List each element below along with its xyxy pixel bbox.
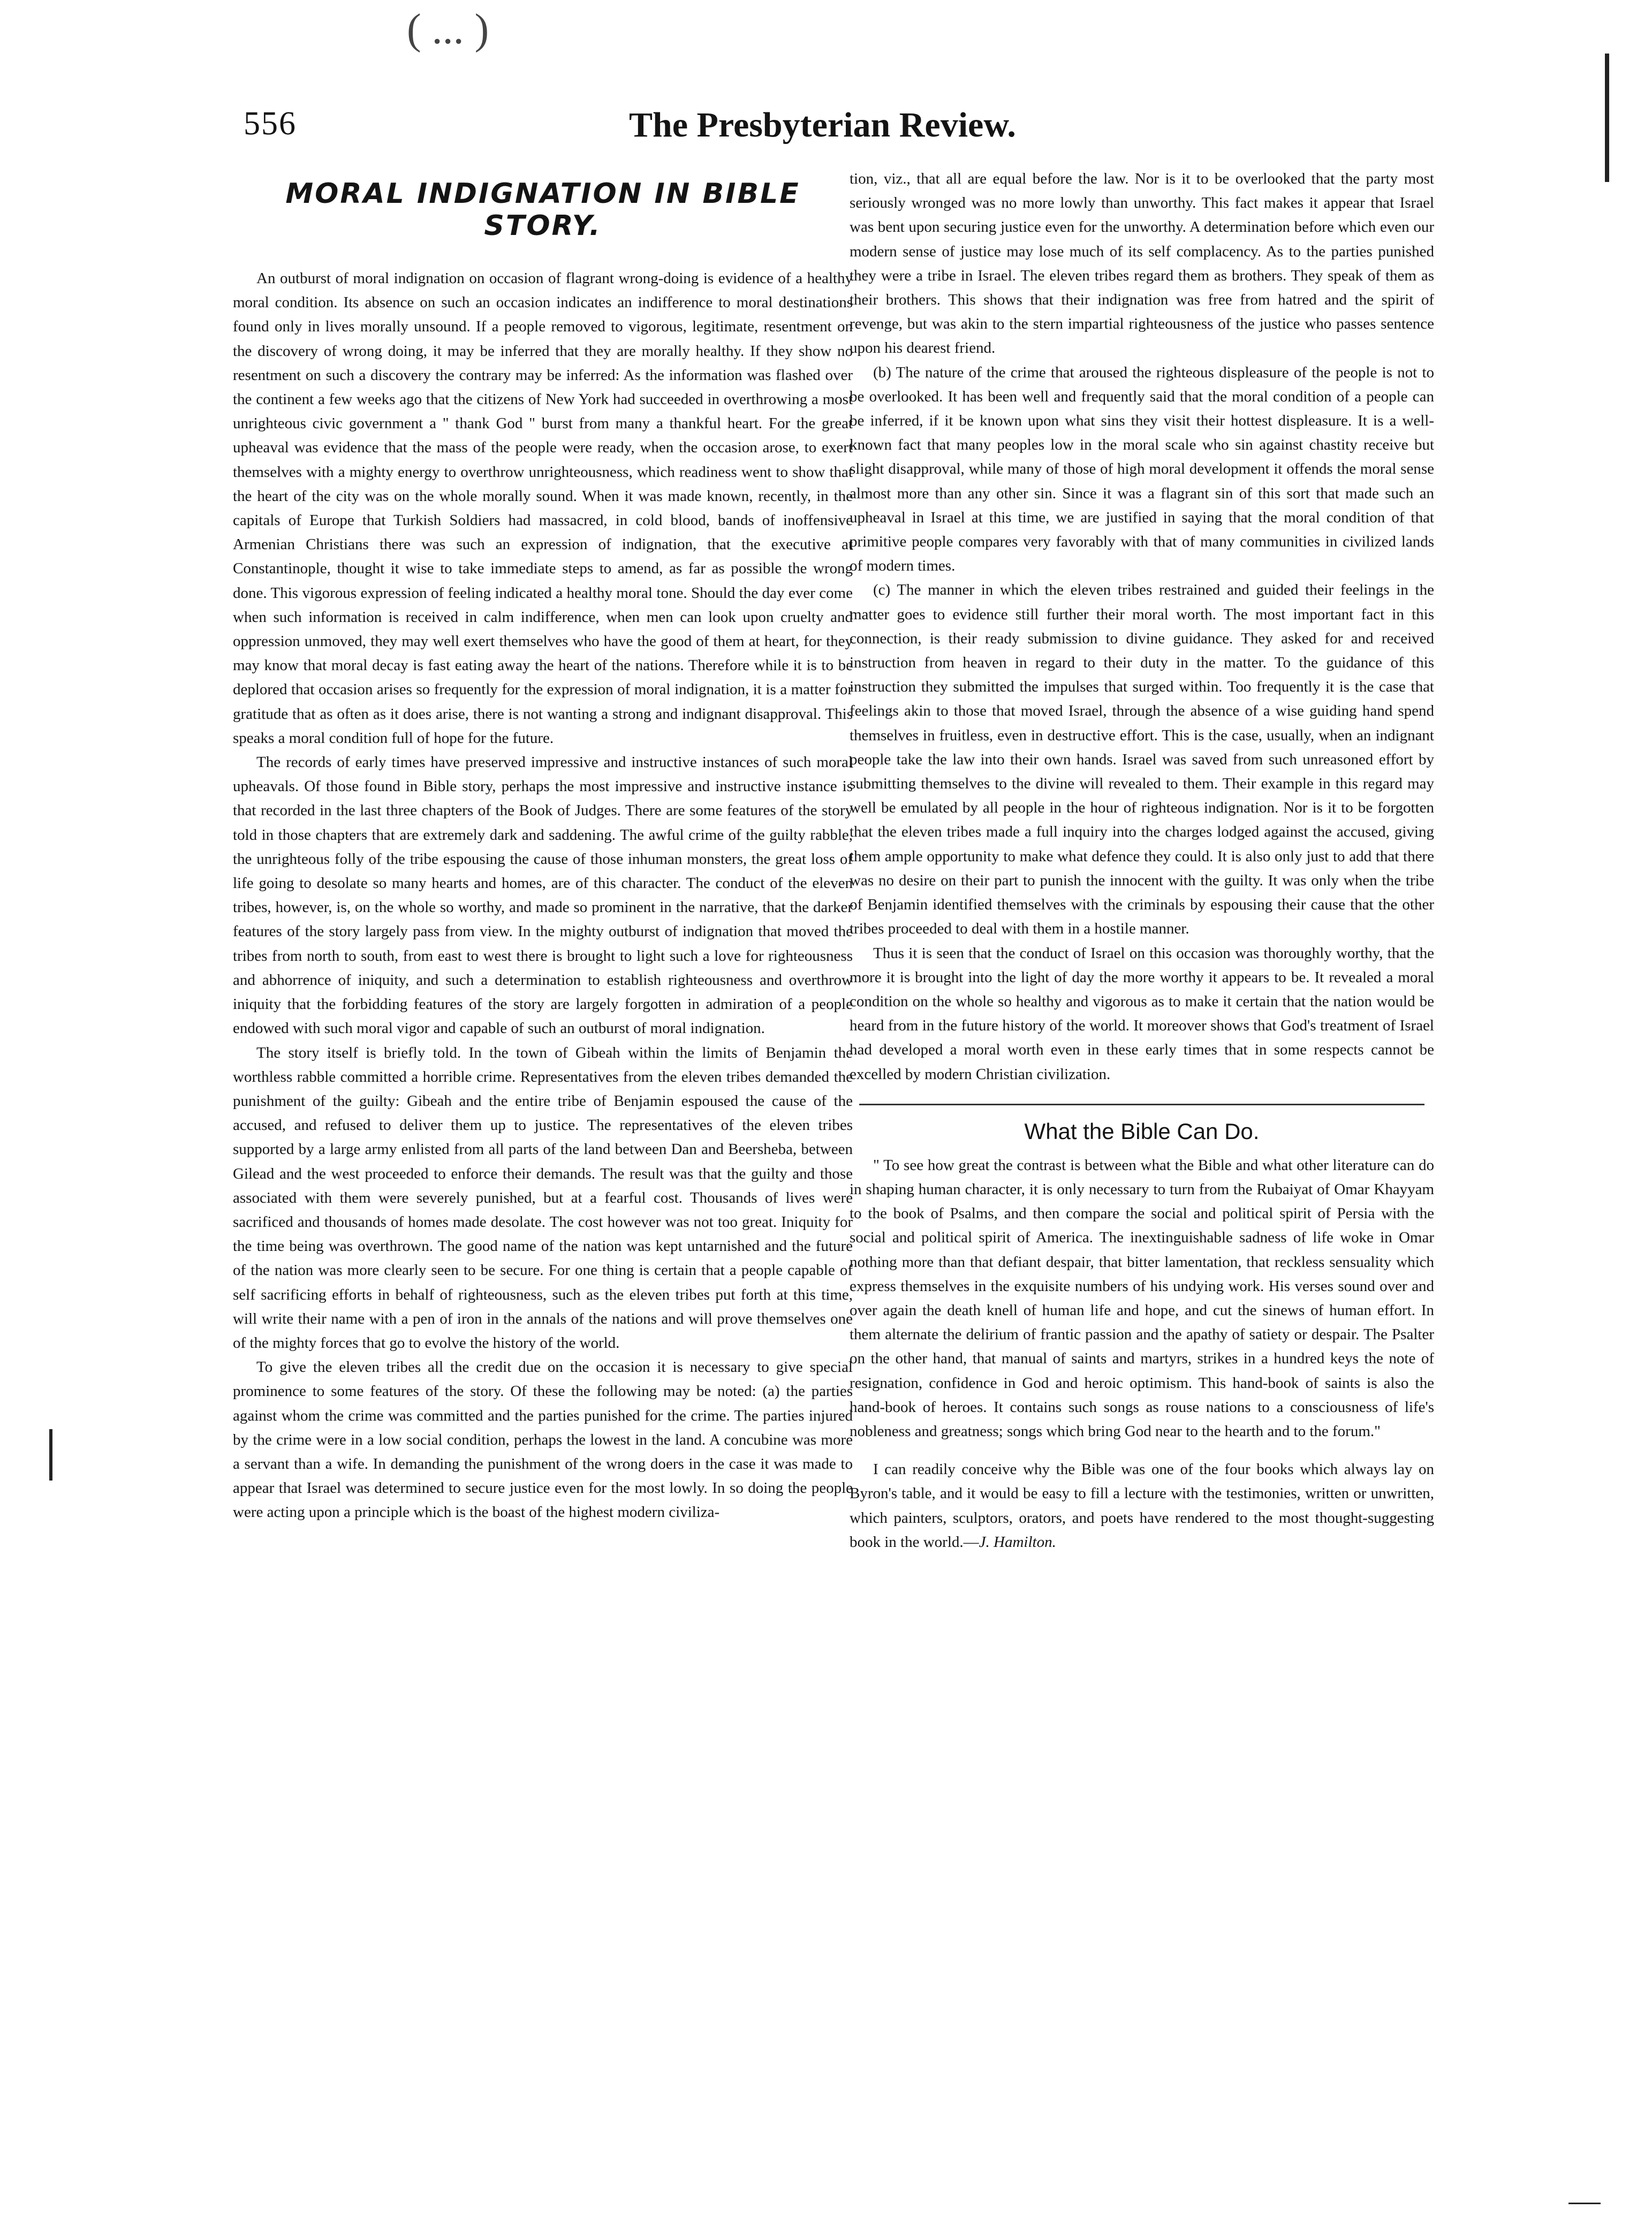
section-closing	[850, 1458, 1434, 1554]
left-column	[233, 171, 853, 1525]
section-closing-text: I can readily conceive why the Bible was one of the four books which always lay on Byron's table, and it would be easy to fill a lecture with the testimonies, written or unwritten, which painters, sculptors, orators, and poets have rendered to the most thought-suggesting book in the world.—	[850, 1461, 1434, 1551]
section-title: What the Bible Can Do.	[1024, 1118, 1260, 1144]
article-title: MORAL INDIGNATION IN BIBLE STORY.	[285, 178, 800, 242]
scan-mark-left-margin	[49, 1429, 52, 1481]
section-divider	[859, 1104, 1424, 1105]
article-paragraph-4: To give the eleven tribes all the credit due on the occasion it is necessary to give special prominence to some features of the story. Of these the following may be noted: (a) the parties against whom the crime was committed and the parties punished for the crime. The parties injured by the crime were in a low social condition, perhaps the lowest in the land. A concubine was more a servant than a wife. In demanding the punishment of the wrong doers in the case it was made to appear that Israel was determined to secure justice even for the most lowly. In so doing the people were acting upon a principle which is the boast of the highest modern civiliza-	[233, 1358, 853, 1521]
scan-mark-bottom-right	[1568, 2203, 1601, 2204]
scan-mark-top: ( ... )	[407, 6, 489, 53]
article-paragraph-3: The story itself is briefly told. In the town of Gibeah within the limits of Benjamin the worthless rabble committed a horrible crime. Representatives from the eleven tribes demanded the punishment of the guilty: Gibeah and the entire tribe of Benjamin espoused the cause of the accused, and refused to deliver them up to justice. The representatives of the eleven tribes supported by a large army enlisted from all parts of the land between Dan and Beersheba, between Gilead and the west proceeded to enforce their demands. The result was that the guilty and those associated with them were severely punished, but at a fearful cost. Thousands of lives were sacrificed and thousands of homes made desolate. The cost however was not too great. Iniquity for the time being was overthrown. The good name of the nation was kept untarnished and the future of the nation was more clearly seen to be secure. For one thing is certain that a people capable of self sacrificing efforts in behalf of righteousness, such as the eleven tribes put forth at this time, will write their name with a pen of iron in the annals of the nations and will prove themselves one of the mighty forces that go to evolve the history of the world.	[233, 1044, 853, 1352]
article-paragraph-5: tion, viz., that all are equal before the law. Nor is it to be overlooked that the party most seriously wronged was no more lowly than unworthy. This fact makes it appear that Israel was bent upon securing justice even for the unworthy. A determination before which even our modern sense of justice may lose much of its self complacency. As to the parties punished they were a tribe in Israel. The eleven tribes regard them as brothers. They speak of them as their brothers. This shows that their indignation was free from hatred and the spirit of revenge, but was akin to the stern impartial righteousness of the justice who passes sentence upon his dearest friend.	[850, 170, 1434, 357]
article-paragraph-6: (b) The nature of the crime that aroused the righteous displeasure of the people is not to be overlooked. It has been well and frequently said that the moral condition of a people can be inferred, if it be known upon what sins they visit their hottest displeasure. It is a well-known fact that many peoples low in the moral scale who sin against chastity receive but slight disapproval, while many of those of high moral development it offends the moral sense almost more than any other sin. Since it was a flagrant sin of this sort that made such an upheaval in Israel at this time, we are justified in saying that the moral condition of that primitive people compares very favorably with that of many communities in civilized lands of modern times.	[850, 363, 1434, 575]
section-quote: " To see how great the contrast is between what the Bible and what other literature can do in shaping human character, it is only necessary to turn from the Rubaiyat of Omar Khayyam to the book of Psalms, and then compare the social and political spirit of Persia with the social and political spirit of America. The inextinguishable sadness of life woke in Omar nothing more than that defiant despair, that bitter lamentation, that reckless sensuality which express themselves in the exquisite numbers of his undying work. His verses sound over and over again the death knell of human life and hope, and cut the sinews of human effort. In them alternate the delirium of frantic passion and the apathy of satiety or despair. The Psalter on the other hand, that manual of saints and martyrs, strikes in a hundred keys the note of resignation, confidence in God and heroic optimism. This hand-book of saints is also the hand-book of heroes. It contains such songs as rouse nations to a consciousness of life's nobleness and greatness; songs which bring God near to the hearth and to the forum."	[850, 1156, 1434, 1440]
article-paragraph-2: The records of early times have preserved impressive and instructive instances of such moral upheavals. Of those found in Bible story, perhaps the most impressive and instructive instance is that recorded in the last three chapters of the Book of Judges. There are some features of the story told in those chapters that are extremely dark and saddening. The awful crime of the guilty rabble, the unrighteous folly of the tribe espousing the cause of those inhuman monsters, the great loss of life going to desolate so many hearts and homes, are of this character. The conduct of the eleven tribes, however, is, on the whole so worthy, and made so prominent in the narrative, that the darker features of the story largely pass from view. In the mighty outburst of indignation that moved the tribes from north to south, from east to west there is brought to light such a love for righteousness and abhorrence of iniquity, and such a determination to establish righteousness and overthrow iniquity that the forbidding features of the story are largely forgotten in admiration of a people endowed with such moral vigor and capable of such an outburst of moral indignation.	[233, 754, 853, 1037]
scan-mark-right-edge	[1605, 54, 1609, 182]
article-paragraph-7: (c) The manner in which the eleven tribes restrained and guided their feelings in the matter goes to evidence still further their moral worth. The most important fact in this connection, is their ready submission to divine guidance. They asked for and received instruction from heaven in regard to their duty in the matter. To the guidance of this instruction they submitted the impulses that surged within. Too frequently it is the case that feelings akin to those that moved Israel, through the absence of a wise guiding hand spend themselves in fruitless, even in destructive effort. This is the case, usually, when an indignant people take the law into their own hands. Israel was saved from such unreasoned effort by submitting themselves to the divine will revealed to them. Their example in this regard may well be emulated by all people in the hour of righteous indignation. Nor is it to be forgotten that the eleven tribes made a full inquiry into the charges lodged against the accused, giving them ample opportunity to make what defence they could. It is also only just to add that there was no desire on their part to punish the innocent with the guilty. It was only when the tribe of Benjamin identified themselves with the criminals by espousing their cause that the other tribes proceeded to deal with them in a hostile manner.	[850, 581, 1434, 938]
right-column	[850, 167, 1434, 1554]
page-number: 556	[244, 105, 297, 142]
article-paragraph-8: Thus it is seen that the conduct of Israel on this occasion was thoroughly worthy, that the more it is brought into the light of day the more worthy it appears to be. It revealed a moral condition on the whole so healthy and vigorous as to make it certain that the nation would be heard from in the future history of the world. It moreover shows that God's treatment of Israel had developed a moral worth even in these early times that in some respects cannot be excelled by modern Christian civilization.	[850, 944, 1434, 1083]
article-paragraph-1: An outburst of moral indignation on occasion of flagrant wrong-doing is evidence of a healthy moral condition. Its absence on such an occasion indicates an indifference to moral destinations found only in lives morally unsound. If a people removed to vigorous, legitimate, resentment on the discovery of wrong doing, it may be inferred that they are morally healthy. If they show no resentment on such a discovery the contrary may be inferred: As the information was flashed over the continent a few weeks ago that the citizens of New York had succeeded in overthrowing a most unrighteous civic government a " thank God " burst from many a thankful heart. For the great upheaval was evidence that the mass of the people were ready, when the occasion arose, to exert themselves with a mighty energy to overthrow unrighteousness, which readiness went to show that the heart of the city was on the whole morally sound. When it was made known, recently, in the capitals of Europe that Turkish Soldiers had massacred, in cold blood, bands of inoffensive Armenian Christians there was such an expression of indignation, that the executive at Constantinople, thought it wise to take immediate steps to amend, as far as possible the wrong done. This vigorous expression of feeling indicated a healthy moral tone. Should the day ever come when such information is received in calm indifference, when men can look upon cruelty and oppression unmoved, they may well exert themselves who have the good of them at heart, for they may know that moral decay is fast eating away the heart of the nations. Therefore while it is to be deplored that occasion arises so frequently for the expression of moral indignation, it is a matter for gratitude that as often as it does arise, there is not wanting a strong and indignant disapproval. This speaks a moral condition full of hope for the future.	[233, 270, 853, 747]
journal-title: The Presbyterian Review.	[629, 105, 1016, 145]
section-attribution: J. Hamilton.	[979, 1533, 1056, 1551]
